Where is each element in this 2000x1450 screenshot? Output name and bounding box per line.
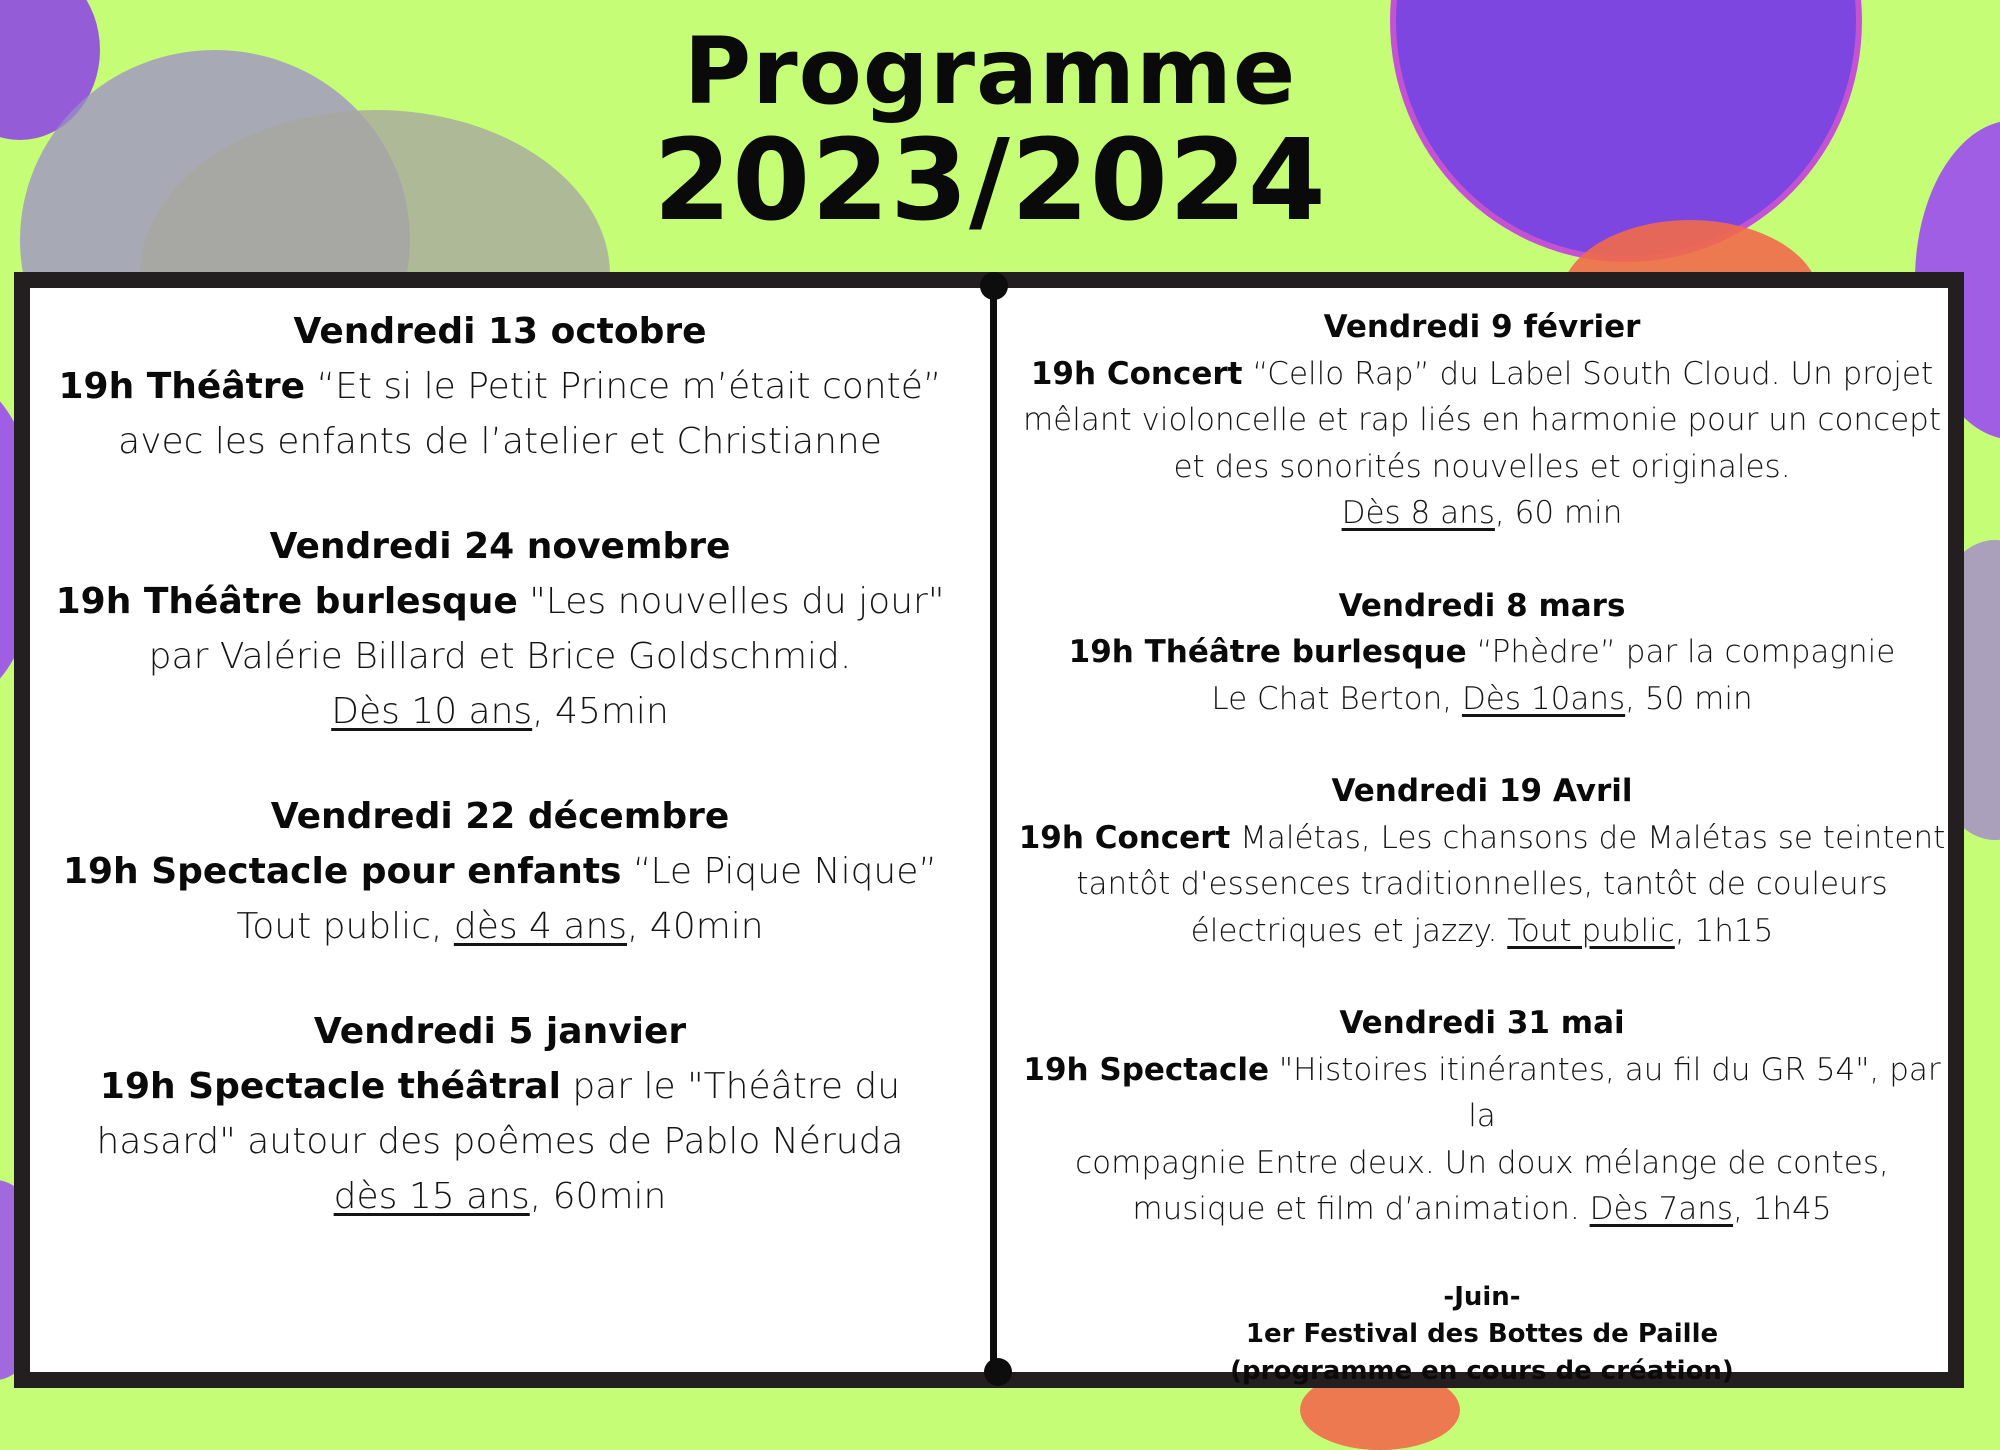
event-date: Vendredi 31 mai <box>1339 1005 1625 1041</box>
event-13-octobre <box>40 304 960 469</box>
event-duration: , 1h45 <box>1733 1191 1832 1227</box>
event-kind: 19h Théâtre burlesque <box>1068 634 1467 670</box>
event-line: tantôt d'essences traditionnelles, tantôt de couleurs <box>1076 866 1888 902</box>
event-line <box>1010 676 1954 723</box>
event-duration: , 60 min <box>1494 495 1623 531</box>
event-line: par Valérie Billard et Brice Goldschmid. <box>148 636 852 677</box>
event-duration: , 60min <box>529 1176 667 1217</box>
event-text: “Cello Rap” du Label South Cloud. Un projet <box>1242 355 1934 392</box>
event-line: et des sonorités nouvelles et originales. <box>1173 448 1791 485</box>
event-line <box>40 684 960 739</box>
juin-month: -Juin- <box>1443 1281 1521 1312</box>
event-age: Dès 7ans <box>1589 1191 1734 1227</box>
juin-note: (programme en cours de création) <box>1230 1355 1734 1386</box>
event-5-janvier <box>40 1004 960 1224</box>
event-age: Dès 10ans <box>1461 680 1626 717</box>
event-line <box>40 359 960 414</box>
event-date: Vendredi 13 octobre <box>293 311 707 352</box>
event-text: "Histoires itinérantes, au fil du GR 54", par la <box>1269 1051 1941 1134</box>
event-age: Dès 10 ans <box>331 691 533 732</box>
event-22-decembre <box>40 789 960 954</box>
page-title <box>0 18 1980 247</box>
event-date: Vendredi 9 février <box>1323 309 1641 345</box>
event-line <box>1010 629 1954 676</box>
event-line <box>1010 908 1954 955</box>
event-line: avec les enfants de l’atelier et Christianne <box>118 421 882 462</box>
event-line: mêlant violoncelle et rap liés en harmonie pour un concept <box>1022 402 1942 438</box>
event-19-avril <box>1010 768 1954 954</box>
event-duration: , 50 min <box>1625 680 1753 717</box>
event-age: dès 15 ans <box>333 1176 530 1217</box>
left-column <box>40 304 960 1274</box>
event-line <box>40 1169 960 1224</box>
event-kind: 19h Concert <box>1018 819 1231 856</box>
right-column <box>1010 304 1954 1390</box>
event-duration: , 40min <box>627 906 764 947</box>
event-text: “Phèdre” par la compagnie <box>1466 634 1896 670</box>
event-line <box>1010 490 1954 537</box>
juin-festival <box>1010 1279 1954 1390</box>
column-divider <box>990 284 997 1376</box>
event-line <box>1010 351 1954 398</box>
event-date: Vendredi 24 novembre <box>269 526 731 567</box>
event-line <box>40 574 960 629</box>
event-text: “Et si le Petit Prince m’était conté” <box>305 366 942 407</box>
event-9-fevrier <box>1010 304 1954 537</box>
event-text: par le "Théâtre du <box>560 1066 901 1107</box>
event-kind: 19h Spectacle pour enfants <box>62 851 622 892</box>
event-line <box>40 844 960 899</box>
event-text: "Les nouvelles du jour" <box>517 581 945 622</box>
event-line <box>1010 815 1954 862</box>
event-24-novembre <box>40 519 960 739</box>
event-line <box>40 899 960 954</box>
event-kind: 19h Théâtre burlesque <box>55 581 518 622</box>
event-kind: 19h Spectacle <box>1023 1051 1270 1088</box>
event-date: Vendredi 19 Avril <box>1331 773 1633 809</box>
event-line: compagnie Entre deux. Un doux mélange de contes, <box>1075 1144 1889 1181</box>
divider-dot-bottom <box>984 1358 1012 1386</box>
event-duration: , 45min <box>532 691 669 732</box>
event-text-end: électriques et jazzy. <box>1190 912 1508 949</box>
event-text-end: musique et film d’animation. <box>1132 1191 1590 1227</box>
event-company: Le Chat Berton, <box>1211 680 1462 717</box>
juin-festival-name: 1er Festival des Bottes de Paille <box>1245 1318 1719 1349</box>
event-text: Malétas, Les chansons de Malétas se teintent <box>1230 819 1946 856</box>
event-line <box>1010 1047 1954 1140</box>
event-date: Vendredi 5 janvier <box>313 1011 687 1052</box>
event-kind: 19h Théâtre <box>58 366 306 407</box>
divider-dot-top <box>980 272 1008 300</box>
event-age: Tout public <box>1507 912 1675 949</box>
event-line: hasard" autour des poêmes de Pablo Néruda <box>96 1121 904 1162</box>
event-8-mars <box>1010 583 1954 723</box>
event-date: Vendredi 8 mars <box>1338 587 1626 624</box>
event-kind: 19h Concert <box>1030 355 1243 392</box>
event-kind: 19h Spectacle théâtral <box>99 1066 561 1107</box>
event-audience: Tout public, <box>236 906 454 947</box>
event-duration: , 1h15 <box>1674 912 1774 949</box>
event-age: Dès 8 ans <box>1341 495 1495 531</box>
event-line <box>1010 1186 1954 1233</box>
event-line <box>40 1059 960 1114</box>
title-line-2: 2023/2024 <box>653 116 1327 247</box>
event-31-mai <box>1010 1000 1954 1233</box>
event-date: Vendredi 22 décembre <box>270 796 730 837</box>
event-age: dès 4 ans <box>453 906 628 947</box>
event-text: “Le Pique Nique” <box>621 851 938 892</box>
title-line-1: Programme <box>683 18 1297 125</box>
